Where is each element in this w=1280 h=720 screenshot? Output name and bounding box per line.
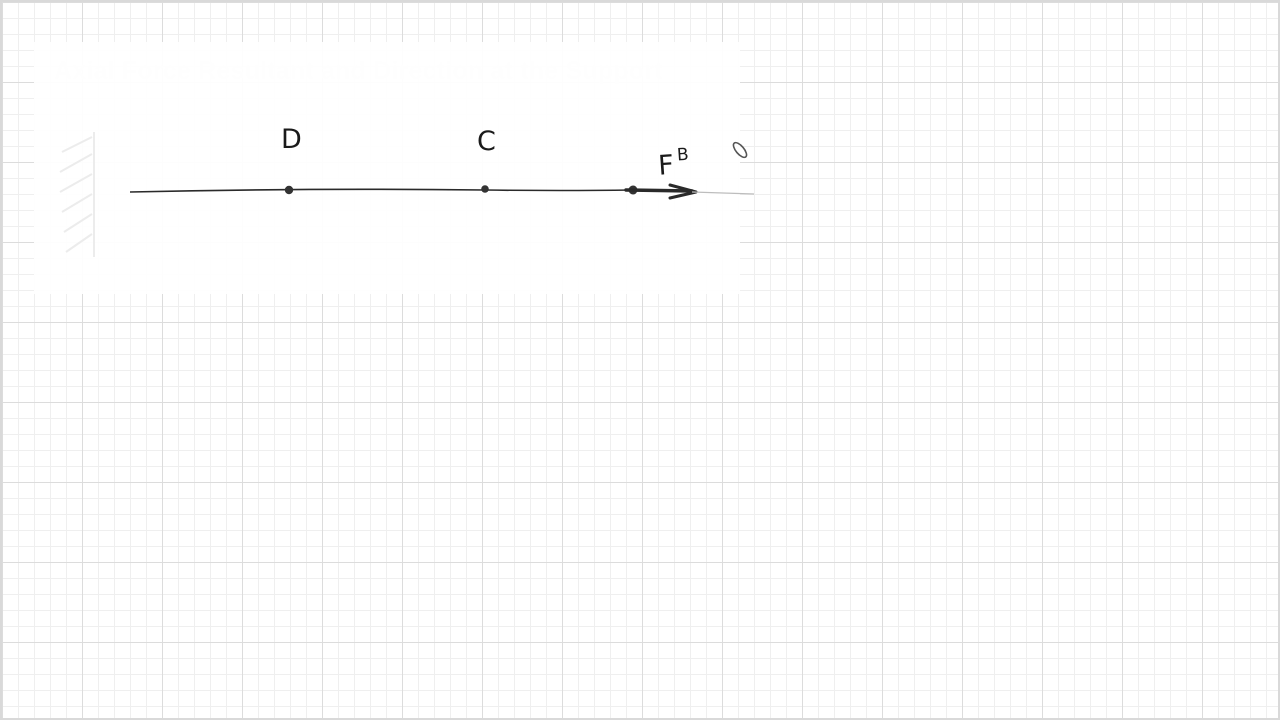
beam-line bbox=[130, 189, 632, 192]
force-label: F bbox=[657, 149, 675, 182]
point-d-marker bbox=[285, 186, 293, 194]
beam-diagram bbox=[2, 2, 1280, 720]
force-superscript: B bbox=[676, 144, 690, 166]
support-hatch bbox=[60, 132, 94, 257]
point-c-label: C bbox=[477, 126, 496, 157]
point-d-label: D bbox=[281, 124, 302, 155]
force-arrow bbox=[626, 185, 754, 198]
point-c-marker bbox=[481, 185, 489, 193]
pen-cursor-icon bbox=[731, 141, 749, 160]
